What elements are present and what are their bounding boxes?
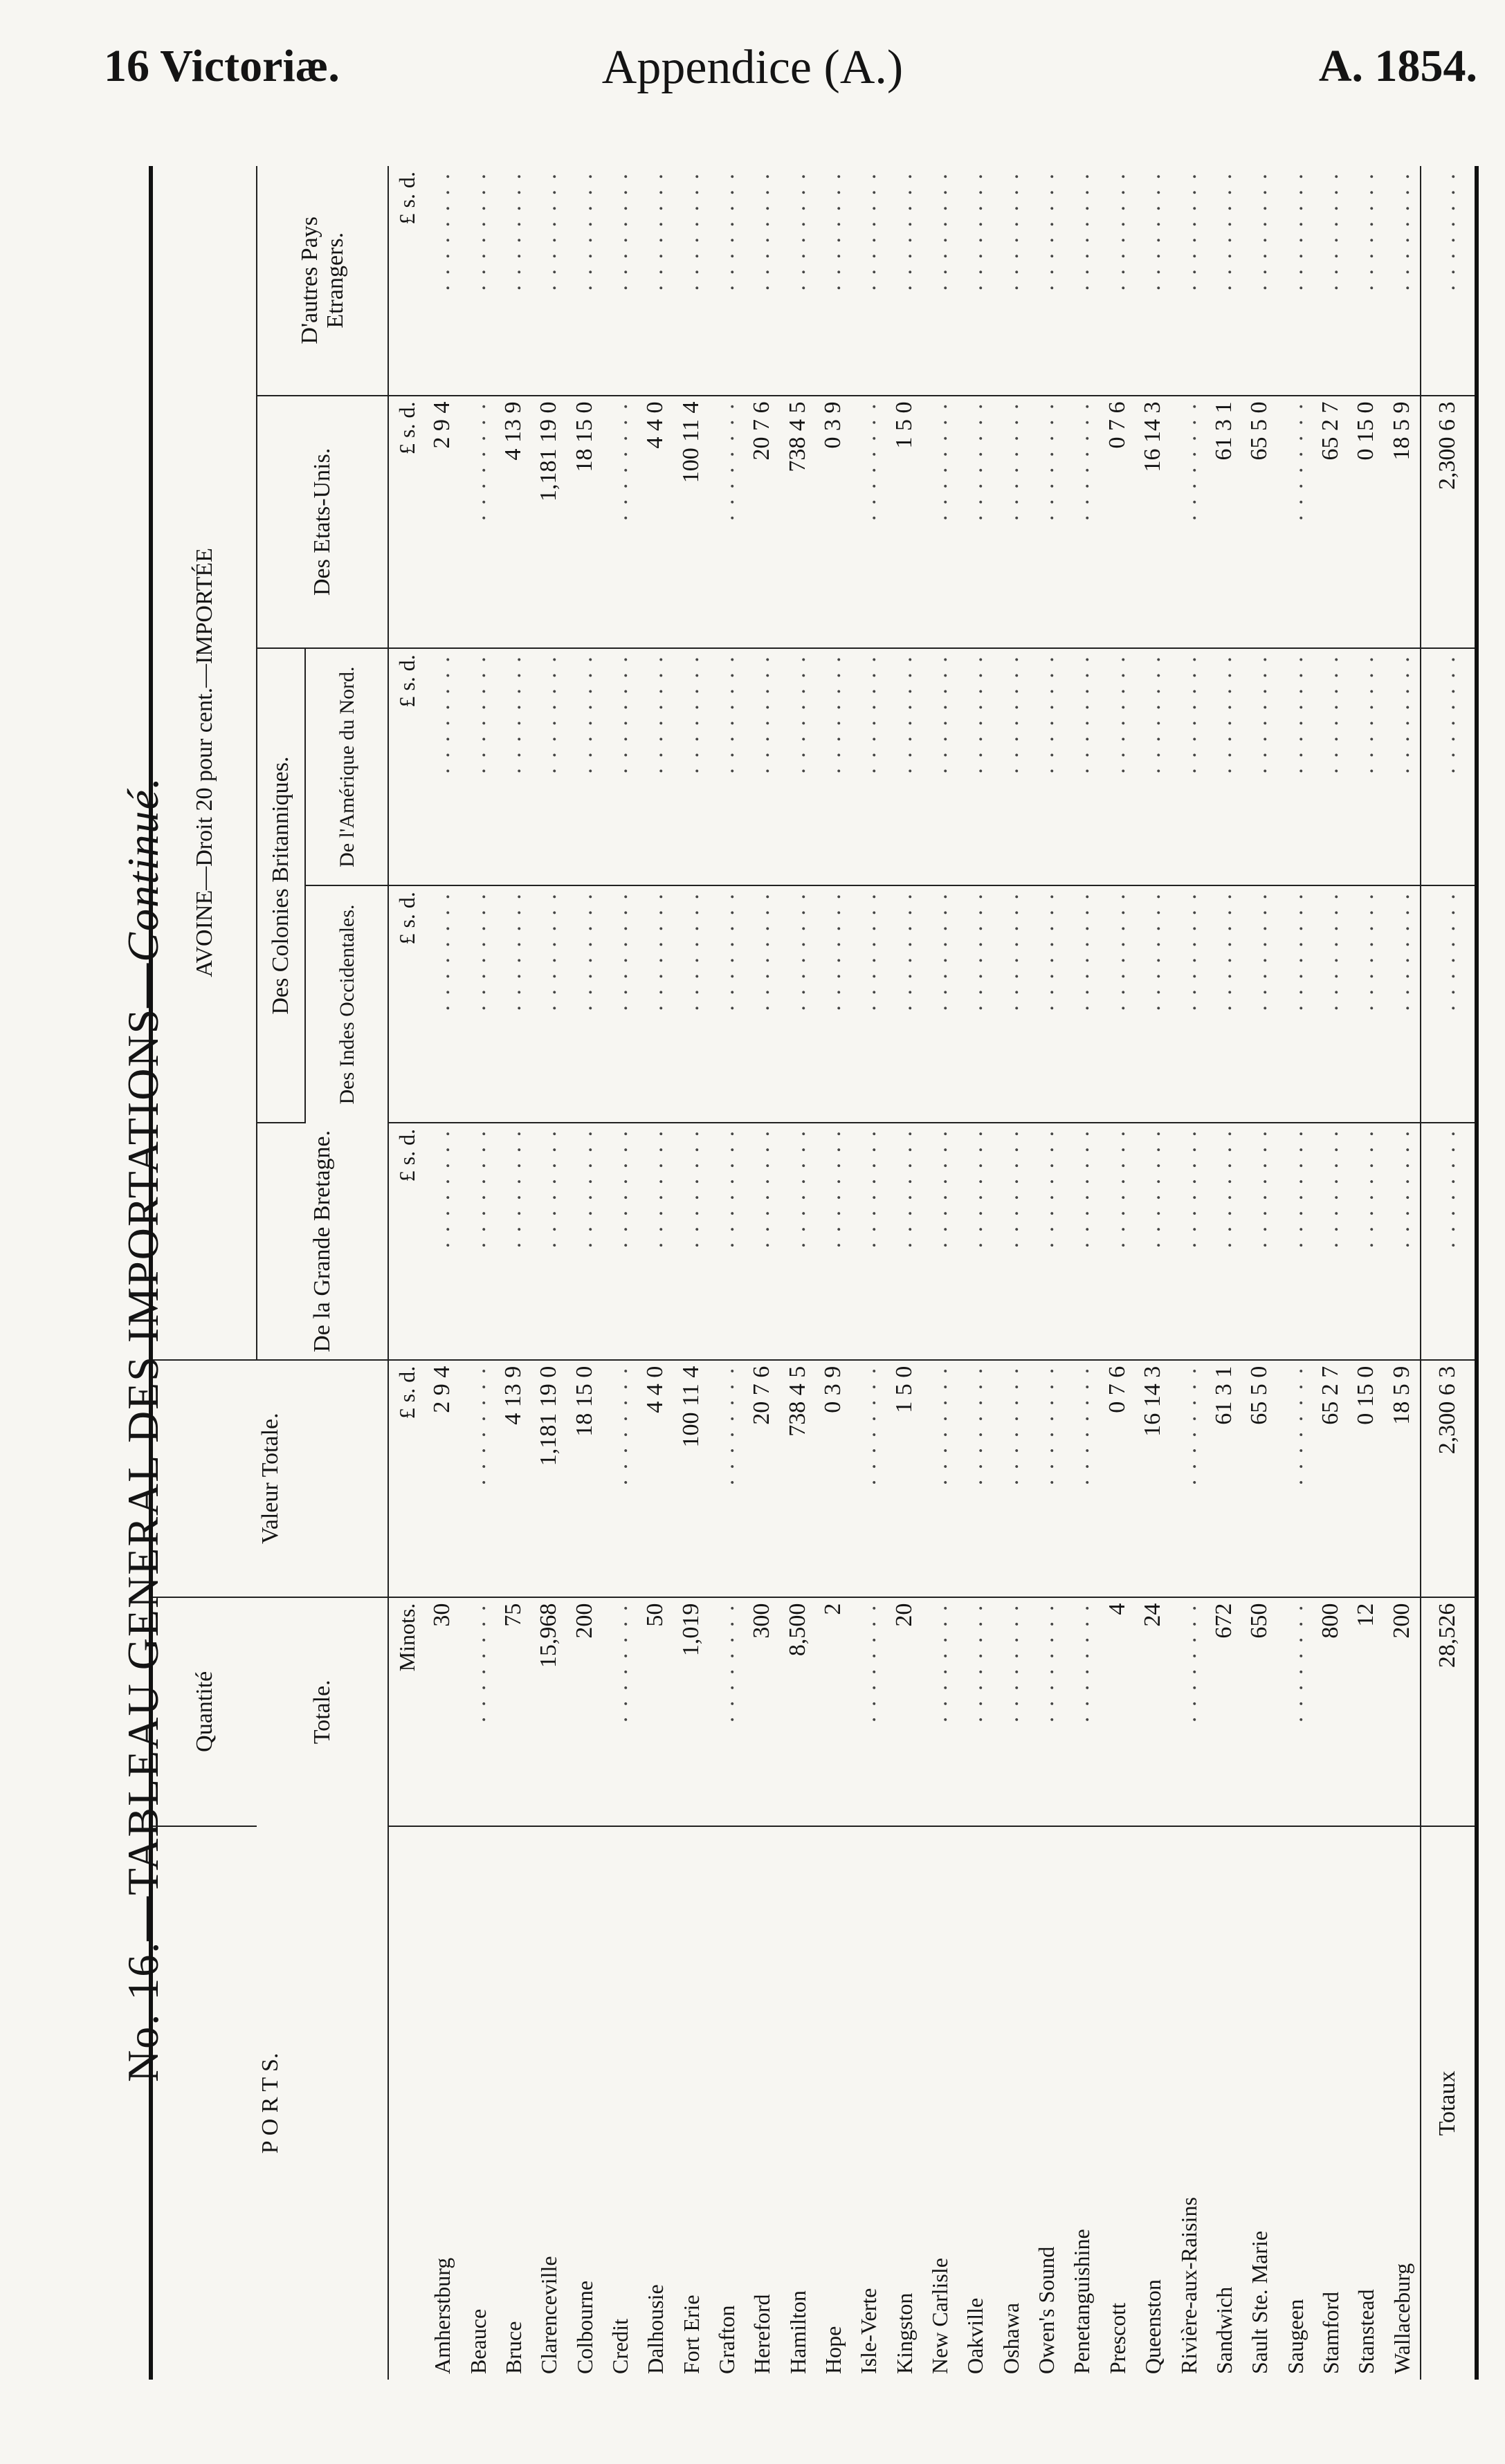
autres-cell: . . . . . . . . bbox=[1064, 166, 1100, 396]
quantity-cell: 8,500 bbox=[780, 1597, 815, 1826]
table-row bbox=[1206, 166, 1241, 2380]
amerique-cell: . . . . . . . . bbox=[745, 648, 780, 885]
quantite-header: Quantité bbox=[153, 1597, 257, 1826]
amerique-total: . . . . . . . . bbox=[1421, 648, 1475, 885]
quantity-cell: 15,968 bbox=[531, 1597, 567, 1826]
gb-cell: . . . . . . . . bbox=[958, 1123, 993, 1360]
port-name: Grafton bbox=[714, 2305, 740, 2374]
amerique-cell: . . . . . . . . bbox=[602, 648, 637, 885]
port-name: Rivière-aux-Raisins bbox=[1176, 2197, 1201, 2374]
quantity-cell: . . . . . . . . bbox=[958, 1597, 993, 1826]
value-cell: . . . . . . . . bbox=[709, 1360, 744, 1597]
etats-cell: 0 15 0 bbox=[1349, 396, 1384, 649]
autres-cell: . . . . . . . . bbox=[1349, 166, 1384, 396]
quantity-cell: 672 bbox=[1206, 1597, 1241, 1826]
amerique-cell: . . . . . . . . bbox=[886, 648, 922, 885]
port-name: Penetanguishine bbox=[1069, 2229, 1095, 2374]
amerique-cell: . . . . . . . . bbox=[1135, 648, 1171, 885]
amerique-cell: . . . . . . . . bbox=[1206, 648, 1241, 885]
indes-cell: . . . . . . . . bbox=[1206, 885, 1241, 1123]
amerique-cell: . . . . . . . . bbox=[815, 648, 850, 885]
autres-cell: . . . . . . . . bbox=[1313, 166, 1348, 396]
value-cell: . . . . . . . . bbox=[460, 1360, 495, 1597]
gb-cell: . . . . . . . . bbox=[745, 1123, 780, 1360]
autres-cell: . . . . . . . . bbox=[1100, 166, 1135, 396]
autres-cell: . . . . . . . . bbox=[745, 166, 780, 396]
port-name: Amherstburg bbox=[430, 2257, 455, 2374]
autres-cell: . . . . . . . . bbox=[460, 166, 495, 396]
etats-cell: . . . . . . . . bbox=[993, 396, 1028, 649]
header-center: Appendice (A.) bbox=[601, 41, 904, 94]
indes-cell: . . . . . . . . bbox=[1171, 885, 1206, 1123]
autres-cell: . . . . . . . . bbox=[922, 166, 957, 396]
quantity-cell: 12 bbox=[1349, 1597, 1384, 1826]
etats-cell: . . . . . . . . bbox=[460, 396, 495, 649]
port-name: Owen's Sound bbox=[1034, 2246, 1059, 2374]
etats-cell: 18 5 9 bbox=[1384, 396, 1421, 649]
etats-header: Des Etats-Unis. bbox=[257, 396, 388, 649]
indes-cell: . . . . . . . . bbox=[1384, 885, 1421, 1123]
table-row bbox=[1135, 166, 1171, 2380]
indes-cell: . . . . . . . . bbox=[602, 885, 637, 1123]
autres-cell: . . . . . . . . bbox=[851, 166, 886, 396]
gb-cell: . . . . . . . . bbox=[567, 1123, 602, 1360]
indes-cell: . . . . . . . . bbox=[425, 885, 460, 1123]
amerique-cell: . . . . . . . . bbox=[993, 648, 1028, 885]
amerique-cell: . . . . . . . . bbox=[425, 648, 460, 885]
lsd-unit: £ s. d. bbox=[388, 396, 425, 649]
table-row bbox=[1171, 166, 1206, 2380]
totals-value: 2,300 6 3 bbox=[1421, 1360, 1475, 1597]
gb-cell: . . . . . . . . bbox=[495, 1123, 531, 1360]
indes-cell: . . . . . . . . bbox=[531, 885, 567, 1123]
port-name: Bruce bbox=[500, 2321, 526, 2374]
gb-cell: . . . . . . . . bbox=[673, 1123, 709, 1360]
lsd-unit: £ s. d. bbox=[388, 166, 425, 396]
table-row bbox=[531, 166, 567, 2380]
value-cell: 1,181 19 0 bbox=[531, 1360, 567, 1597]
gb-cell: . . . . . . . . bbox=[922, 1123, 957, 1360]
quantity-cell: 300 bbox=[745, 1597, 780, 1826]
quantity-cell: 20 bbox=[886, 1597, 922, 1826]
etats-cell: 16 14 3 bbox=[1135, 396, 1171, 649]
gb-cell: . . . . . . . . bbox=[1064, 1123, 1100, 1360]
quantity-cell: 50 bbox=[638, 1597, 673, 1826]
quantity-cell: 75 bbox=[495, 1597, 531, 1826]
indes-header: Des Indes Occidentales. bbox=[305, 885, 388, 1123]
port-name: Stamford bbox=[1317, 2291, 1343, 2374]
quantity-cell: 30 bbox=[425, 1597, 460, 1826]
value-cell: 18 15 0 bbox=[567, 1360, 602, 1597]
value-cell: 0 3 9 bbox=[815, 1360, 850, 1597]
lsd-unit: £ s. d. bbox=[388, 885, 425, 1123]
gb-cell: . . . . . . . . bbox=[1313, 1123, 1348, 1360]
gb-cell: . . . . . . . . bbox=[1100, 1123, 1135, 1360]
avoine-header: AVOINE—Droit 20 pour cent.—IMPORTÉE bbox=[153, 166, 257, 1360]
table-row bbox=[886, 166, 922, 2380]
table-row bbox=[780, 166, 815, 2380]
port-name: Dalhousie bbox=[643, 2284, 668, 2374]
indes-cell: . . . . . . . . bbox=[993, 885, 1028, 1123]
table-row bbox=[1277, 166, 1313, 2380]
autres-cell: . . . . . . . . bbox=[1242, 166, 1277, 396]
totals-row bbox=[1421, 166, 1475, 2380]
table-row bbox=[1064, 166, 1100, 2380]
autres-cell: . . . . . . . . bbox=[886, 166, 922, 396]
table-row bbox=[851, 166, 886, 2380]
etats-cell: 61 3 1 bbox=[1206, 396, 1241, 649]
autres-cell: . . . . . . . . bbox=[495, 166, 531, 396]
etats-cell: 100 11 4 bbox=[673, 396, 709, 649]
gb-cell: . . . . . . . . bbox=[425, 1123, 460, 1360]
gb-header: De la Grande Bretagne. bbox=[257, 1123, 388, 1360]
table-row bbox=[1384, 166, 1421, 2380]
value-cell: . . . . . . . . bbox=[1171, 1360, 1206, 1597]
value-cell: . . . . . . . . bbox=[922, 1360, 957, 1597]
table-row bbox=[673, 166, 709, 2380]
value-cell: 65 2 7 bbox=[1313, 1360, 1348, 1597]
table-row bbox=[1028, 166, 1064, 2380]
autres-cell: . . . . . . . . bbox=[567, 166, 602, 396]
autres-cell: . . . . . . . . bbox=[1171, 166, 1206, 396]
value-cell: 16 14 3 bbox=[1135, 1360, 1171, 1597]
amerique-cell: . . . . . . . . bbox=[1349, 648, 1384, 885]
etats-cell: . . . . . . . . bbox=[958, 396, 993, 649]
page-title-continued: Continué. bbox=[118, 776, 167, 962]
gb-cell: . . . . . . . . bbox=[993, 1123, 1028, 1360]
table-row bbox=[745, 166, 780, 2380]
quantity-cell: 800 bbox=[1313, 1597, 1348, 1826]
port-name: Hamilton bbox=[785, 2290, 810, 2374]
indes-cell: . . . . . . . . bbox=[1277, 885, 1313, 1123]
etats-cell: . . . . . . . . bbox=[709, 396, 744, 649]
valeur-header: Valeur Totale. bbox=[153, 1360, 388, 1597]
quantity-cell: . . . . . . . . bbox=[602, 1597, 637, 1826]
quantity-cell: . . . . . . . . bbox=[851, 1597, 886, 1826]
etats-cell: . . . . . . . . bbox=[1277, 396, 1313, 649]
gb-cell: . . . . . . . . bbox=[1206, 1123, 1241, 1360]
etats-cell: 18 15 0 bbox=[567, 396, 602, 649]
amerique-cell: . . . . . . . . bbox=[709, 648, 744, 885]
amerique-cell: . . . . . . . . bbox=[1313, 648, 1348, 885]
minots-unit: Minots. bbox=[388, 1597, 425, 1826]
amerique-cell: . . . . . . . . bbox=[460, 648, 495, 885]
table-row bbox=[709, 166, 744, 2380]
autres-cell: . . . . . . . . bbox=[993, 166, 1028, 396]
quantity-cell: 2 bbox=[815, 1597, 850, 1826]
etats-cell: 4 13 9 bbox=[495, 396, 531, 649]
amerique-cell: . . . . . . . . bbox=[567, 648, 602, 885]
port-name: Hope bbox=[821, 2326, 846, 2374]
table-row bbox=[993, 166, 1028, 2380]
quantity-cell: 4 bbox=[1100, 1597, 1135, 1826]
colonies-header: Des Colonies Britanniques. bbox=[257, 648, 305, 1123]
gb-cell: . . . . . . . . bbox=[1171, 1123, 1206, 1360]
quantity-cell: . . . . . . . . bbox=[1277, 1597, 1313, 1826]
totals-label: Totaux bbox=[1421, 1826, 1475, 2380]
amerique-cell: . . . . . . . . bbox=[1064, 648, 1100, 885]
value-cell: . . . . . . . . bbox=[958, 1360, 993, 1597]
etats-cell: . . . . . . . . bbox=[1028, 396, 1064, 649]
indes-cell: . . . . . . . . bbox=[745, 885, 780, 1123]
etats-cell: 65 5 0 bbox=[1242, 396, 1277, 649]
indes-cell: . . . . . . . . bbox=[709, 885, 744, 1123]
value-cell: . . . . . . . . bbox=[1028, 1360, 1064, 1597]
amerique-header: De l'Amérique du Nord. bbox=[305, 648, 388, 885]
etats-cell: 2 9 4 bbox=[425, 396, 460, 649]
value-cell: 0 15 0 bbox=[1349, 1360, 1384, 1597]
indes-cell: . . . . . . . . bbox=[1349, 885, 1384, 1123]
port-name: Prescott bbox=[1104, 2302, 1130, 2374]
indes-cell: . . . . . . . . bbox=[922, 885, 957, 1123]
table-row bbox=[815, 166, 850, 2380]
bottom-rule bbox=[1476, 166, 1477, 2380]
value-cell: . . . . . . . . bbox=[602, 1360, 637, 1597]
indes-cell: . . . . . . . . bbox=[958, 885, 993, 1123]
indes-cell: . . . . . . . . bbox=[460, 885, 495, 1123]
indes-cell: . . . . . . . . bbox=[1028, 885, 1064, 1123]
autres-cell: . . . . . . . . bbox=[780, 166, 815, 396]
table-row bbox=[958, 166, 993, 2380]
page-title-main: No. 16.—TABLEAU GENERAL DES IMPORTATIONS— bbox=[118, 962, 167, 2082]
etats-cell: 65 2 7 bbox=[1313, 396, 1348, 649]
etats-cell: . . . . . . . . bbox=[851, 396, 886, 649]
gb-cell: . . . . . . . . bbox=[780, 1123, 815, 1360]
amerique-cell: . . . . . . . . bbox=[1171, 648, 1206, 885]
amerique-cell: . . . . . . . . bbox=[1100, 648, 1135, 885]
table-row bbox=[495, 166, 531, 2380]
quantity-cell: 200 bbox=[567, 1597, 602, 1826]
gb-cell: . . . . . . . . bbox=[1384, 1123, 1421, 1360]
port-name: Colbourne bbox=[572, 2280, 597, 2374]
port-name: New Carlisle bbox=[927, 2258, 953, 2374]
etats-cell: 738 4 5 bbox=[780, 396, 815, 649]
port-name: Hereford bbox=[749, 2294, 775, 2374]
amerique-cell: . . . . . . . . bbox=[851, 648, 886, 885]
value-cell: 61 3 1 bbox=[1206, 1360, 1241, 1597]
value-cell: . . . . . . . . bbox=[1064, 1360, 1100, 1597]
table-row bbox=[460, 166, 495, 2380]
indes-cell: . . . . . . . . bbox=[780, 885, 815, 1123]
etats-cell: 1,181 19 0 bbox=[531, 396, 567, 649]
gb-total: . . . . . . . . bbox=[1421, 1123, 1475, 1360]
value-cell: 1 5 0 bbox=[886, 1360, 922, 1597]
autres-total: . . . . . . . . bbox=[1421, 166, 1475, 396]
indes-cell: . . . . . . . . bbox=[815, 885, 850, 1123]
autres-cell: . . . . . . . . bbox=[958, 166, 993, 396]
table-row bbox=[602, 166, 637, 2380]
value-cell: 4 13 9 bbox=[495, 1360, 531, 1597]
port-name: Queenston bbox=[1140, 2279, 1166, 2374]
value-cell: 4 4 0 bbox=[638, 1360, 673, 1597]
table-row bbox=[425, 166, 460, 2380]
value-cell: 100 11 4 bbox=[673, 1360, 709, 1597]
quantity-cell: . . . . . . . . bbox=[709, 1597, 744, 1826]
etats-cell: 20 7 6 bbox=[745, 396, 780, 649]
quantity-cell: 24 bbox=[1135, 1597, 1171, 1826]
etats-cell: 1 5 0 bbox=[886, 396, 922, 649]
table-row bbox=[1313, 166, 1348, 2380]
port-name: Beauce bbox=[465, 2308, 491, 2374]
gb-cell: . . . . . . . . bbox=[602, 1123, 637, 1360]
quantity-cell: 200 bbox=[1384, 1597, 1421, 1826]
indes-cell: . . . . . . . . bbox=[1064, 885, 1100, 1123]
table-row bbox=[567, 166, 602, 2380]
lsd-unit: £ s. d. bbox=[388, 1360, 425, 1597]
indes-cell: . . . . . . . . bbox=[886, 885, 922, 1123]
amerique-cell: . . . . . . . . bbox=[495, 648, 531, 885]
value-cell: 20 7 6 bbox=[745, 1360, 780, 1597]
amerique-cell: . . . . . . . . bbox=[638, 648, 673, 885]
gb-cell: . . . . . . . . bbox=[709, 1123, 744, 1360]
lsd-unit: £ s. d. bbox=[388, 1123, 425, 1360]
totale-header: Totale. bbox=[257, 1597, 388, 1826]
ports-header: P O R T S. bbox=[153, 1826, 388, 2380]
etats-cell: . . . . . . . . bbox=[1064, 396, 1100, 649]
table-row bbox=[922, 166, 957, 2380]
autres-cell: . . . . . . . . bbox=[425, 166, 460, 396]
port-name: Oshawa bbox=[998, 2302, 1023, 2374]
amerique-cell: . . . . . . . . bbox=[1384, 648, 1421, 885]
etats-cell: 0 7 6 bbox=[1100, 396, 1135, 649]
gb-cell: . . . . . . . . bbox=[1349, 1123, 1384, 1360]
table-row bbox=[638, 166, 673, 2380]
etats-cell: . . . . . . . . bbox=[922, 396, 957, 649]
port-name: Credit bbox=[608, 2319, 633, 2374]
quantity-cell: 1,019 bbox=[673, 1597, 709, 1826]
value-cell: 2 9 4 bbox=[425, 1360, 460, 1597]
lsd-unit: £ s. d. bbox=[388, 648, 425, 885]
etats-cell: . . . . . . . . bbox=[1171, 396, 1206, 649]
value-cell: . . . . . . . . bbox=[851, 1360, 886, 1597]
gb-cell: . . . . . . . . bbox=[531, 1123, 567, 1360]
indes-cell: . . . . . . . . bbox=[1313, 885, 1348, 1123]
gb-cell: . . . . . . . . bbox=[1028, 1123, 1064, 1360]
indes-cell: . . . . . . . . bbox=[1100, 885, 1135, 1123]
indes-total: . . . . . . . . bbox=[1421, 885, 1475, 1123]
indes-cell: . . . . . . . . bbox=[567, 885, 602, 1123]
quantity-cell: 650 bbox=[1242, 1597, 1277, 1826]
indes-cell: . . . . . . . . bbox=[638, 885, 673, 1123]
autres-cell: . . . . . . . . bbox=[1206, 166, 1241, 396]
gb-cell: . . . . . . . . bbox=[886, 1123, 922, 1360]
amerique-cell: . . . . . . . . bbox=[1028, 648, 1064, 885]
port-name: Fort Erie bbox=[678, 2295, 704, 2374]
quantity-cell: . . . . . . . . bbox=[993, 1597, 1028, 1826]
table-row bbox=[1349, 166, 1384, 2380]
imports-table-frame bbox=[149, 166, 1479, 2380]
value-cell: 18 5 9 bbox=[1384, 1360, 1421, 1597]
etats-cell: 0 3 9 bbox=[815, 396, 850, 649]
gb-cell: . . . . . . . . bbox=[460, 1123, 495, 1360]
autres-header: D'autres Pays Etrangers. bbox=[257, 166, 388, 396]
gb-cell: . . . . . . . . bbox=[851, 1123, 886, 1360]
autres-cell: . . . . . . . . bbox=[1028, 166, 1064, 396]
amerique-cell: . . . . . . . . bbox=[1277, 648, 1313, 885]
port-name: Clarenceville bbox=[536, 2256, 562, 2374]
autres-cell: . . . . . . . . bbox=[673, 166, 709, 396]
gb-cell: . . . . . . . . bbox=[1242, 1123, 1277, 1360]
port-name: Wallaceburg bbox=[1389, 2263, 1414, 2374]
amerique-cell: . . . . . . . . bbox=[922, 648, 957, 885]
autres-cell: . . . . . . . . bbox=[1277, 166, 1313, 396]
port-name: Oakville bbox=[963, 2297, 988, 2374]
value-cell: . . . . . . . . bbox=[993, 1360, 1028, 1597]
indes-cell: . . . . . . . . bbox=[495, 885, 531, 1123]
amerique-cell: . . . . . . . . bbox=[958, 648, 993, 885]
totals-quantity: 28,526 bbox=[1421, 1597, 1475, 1826]
value-cell: 0 7 6 bbox=[1100, 1360, 1135, 1597]
indes-cell: . . . . . . . . bbox=[851, 885, 886, 1123]
gb-cell: . . . . . . . . bbox=[1277, 1123, 1313, 1360]
quantity-cell: . . . . . . . . bbox=[922, 1597, 957, 1826]
autres-cell: . . . . . . . . bbox=[602, 166, 637, 396]
header-right: A. 1854. bbox=[1318, 41, 1477, 91]
indes-cell: . . . . . . . . bbox=[1135, 885, 1171, 1123]
port-name: Saugeen bbox=[1282, 2299, 1308, 2374]
gb-cell: . . . . . . . . bbox=[815, 1123, 850, 1360]
value-cell: . . . . . . . . bbox=[1277, 1360, 1313, 1597]
autres-cell: . . . . . . . . bbox=[1384, 166, 1421, 396]
autres-cell: . . . . . . . . bbox=[531, 166, 567, 396]
amerique-cell: . . . . . . . . bbox=[780, 648, 815, 885]
quantity-cell: . . . . . . . . bbox=[460, 1597, 495, 1826]
amerique-cell: . . . . . . . . bbox=[673, 648, 709, 885]
autres-cell: . . . . . . . . bbox=[1135, 166, 1171, 396]
quantity-cell: . . . . . . . . bbox=[1064, 1597, 1100, 1826]
port-name: Kingston bbox=[891, 2292, 917, 2374]
quantity-cell: . . . . . . . . bbox=[1028, 1597, 1064, 1826]
port-name: Sault Ste. Marie bbox=[1247, 2230, 1273, 2374]
gb-cell: . . . . . . . . bbox=[1135, 1123, 1171, 1360]
indes-cell: . . . . . . . . bbox=[1242, 885, 1277, 1123]
autres-cell: . . . . . . . . bbox=[815, 166, 850, 396]
header-left: 16 Victoriæ. bbox=[104, 41, 340, 91]
port-name: Stanstead bbox=[1353, 2289, 1379, 2374]
value-cell: 738 4 5 bbox=[780, 1360, 815, 1597]
amerique-cell: . . . . . . . . bbox=[531, 648, 567, 885]
value-cell: 65 5 0 bbox=[1242, 1360, 1277, 1597]
etats-cell: . . . . . . . . bbox=[602, 396, 637, 649]
indes-cell: . . . . . . . . bbox=[673, 885, 709, 1123]
amerique-cell: . . . . . . . . bbox=[1242, 648, 1277, 885]
autres-cell: . . . . . . . . bbox=[638, 166, 673, 396]
autres-cell: . . . . . . . . bbox=[709, 166, 744, 396]
table-row bbox=[1242, 166, 1277, 2380]
etats-total: 2,300 6 3 bbox=[1421, 396, 1475, 649]
port-name: Sandwich bbox=[1211, 2286, 1237, 2374]
gb-cell: . . . . . . . . bbox=[638, 1123, 673, 1360]
port-name: Isle-Verte bbox=[856, 2288, 882, 2374]
imports-table bbox=[153, 166, 1475, 2380]
table-row bbox=[1100, 166, 1135, 2380]
quantity-cell: . . . . . . . . bbox=[1171, 1597, 1206, 1826]
etats-cell: 4 4 0 bbox=[638, 396, 673, 649]
